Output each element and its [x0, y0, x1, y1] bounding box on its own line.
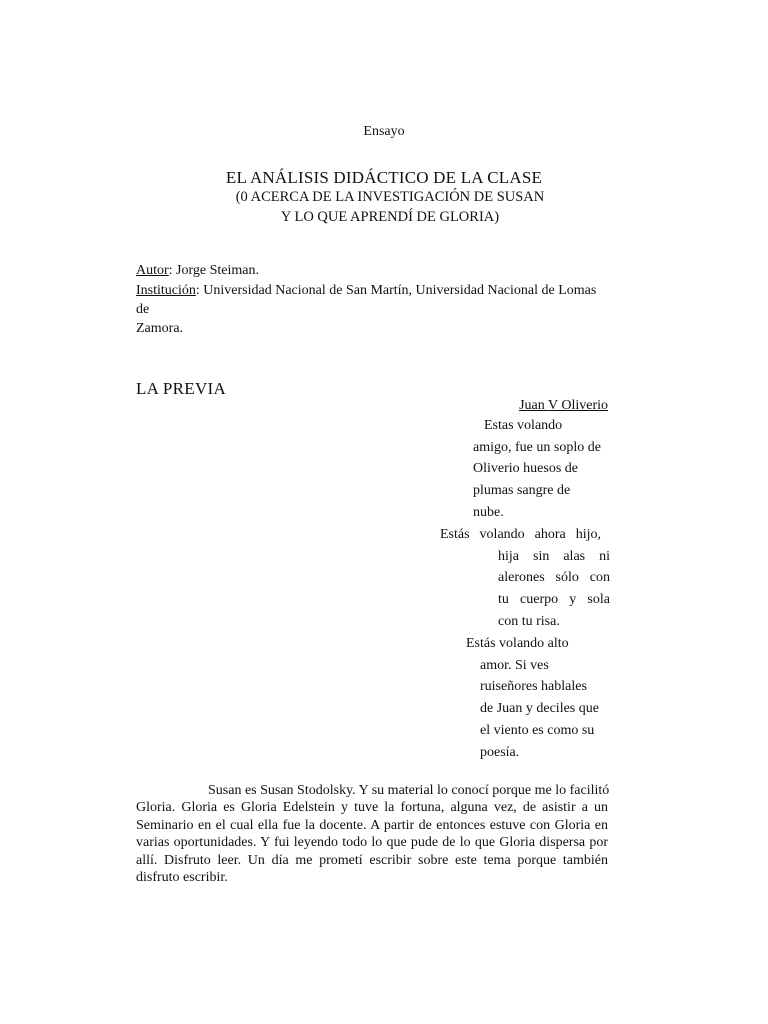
paragraph-line: Susan es Susan Stodolsky. Y su material lo conocí porque me lo facilitó	[208, 783, 610, 798]
institution-label: Institución	[136, 283, 196, 298]
poem-line: amigo, fue un soplo de	[473, 439, 601, 455]
poem-line	[498, 546, 610, 568]
poem-stanza	[440, 524, 610, 633]
document-genre: Ensayo	[363, 124, 405, 139]
poem-word: con	[589, 570, 610, 586]
institution-value-continued: Zamora.	[136, 321, 184, 336]
poem-line: de Juan y deciles que	[480, 701, 599, 717]
paragraph-line: Gloria. Gloria es Gloria Edelstein y tuve la fortuna, alguna vez, de asistir a un	[136, 800, 608, 816]
paragraph-line: disfruto escribir.	[136, 870, 228, 886]
poem-line: Estás volando alto	[466, 636, 569, 651]
paragraph-line: Seminario en el cual ella fue la docente. A partir de entonces estuve con Gloria en	[136, 817, 608, 833]
poem-word: sola	[587, 592, 610, 608]
institution-value: : Universidad Nacional de San Martín, Universidad Nacional de Lomas de	[136, 283, 597, 317]
poem-line: Estás volando ahora hijo,	[440, 527, 602, 542]
poem-line: ruiseñores hablales	[480, 679, 587, 695]
poem-line: nube.	[473, 504, 504, 520]
poem-line: poesía.	[480, 744, 520, 760]
poem-line	[498, 589, 610, 611]
author-label: Autor	[136, 263, 169, 278]
body-paragraph	[136, 782, 608, 886]
document-subtitle-line: Y LO QUE APRENDÍ DE GLORIA)	[280, 209, 500, 225]
document-subtitle-line: (0 ACERCA DE LA INVESTIGACIÓN DE SUSAN	[235, 189, 545, 205]
poem-line: Estas volando	[484, 418, 563, 433]
poem-word: sin	[533, 548, 550, 564]
section-heading: LA PREVIA	[136, 379, 227, 398]
poem-line: el viento es como su	[480, 722, 595, 738]
poem-line: Oliverio huesos de	[473, 461, 578, 477]
poem-word: tu	[498, 592, 509, 608]
poem-line: plumas sangre de	[473, 483, 571, 499]
paragraph-line: varias oportunidades. Y fui leyendo todo lo que pude de lo que Gloria dispersa por	[136, 835, 608, 851]
poem-word: hija	[498, 548, 519, 564]
author-value: : Jorge Steiman.	[168, 263, 260, 278]
poem-stanza	[466, 633, 616, 763]
poem-word: alas	[563, 548, 586, 564]
document-title: EL ANÁLISIS DIDÁCTICO DE LA CLASE	[225, 168, 543, 187]
poem-line	[498, 567, 610, 589]
poem-word: alerones	[498, 570, 545, 586]
poem-word: sólo	[555, 570, 579, 586]
poem-word: cuerpo	[520, 592, 559, 608]
institution-line	[136, 281, 610, 338]
poem-stanza	[473, 415, 615, 524]
poem-author: Juan V Oliverio	[519, 398, 608, 413]
poem-line: con tu risa.	[498, 613, 560, 629]
poem-word: y	[569, 592, 577, 608]
paragraph-line: allí. Disfruto leer. Un día me prometí escribir sobre este tema porque también	[136, 852, 608, 868]
poem-line: amor. Si ves	[480, 657, 549, 673]
poem-word: ni	[599, 548, 610, 564]
author-line	[136, 261, 610, 280]
